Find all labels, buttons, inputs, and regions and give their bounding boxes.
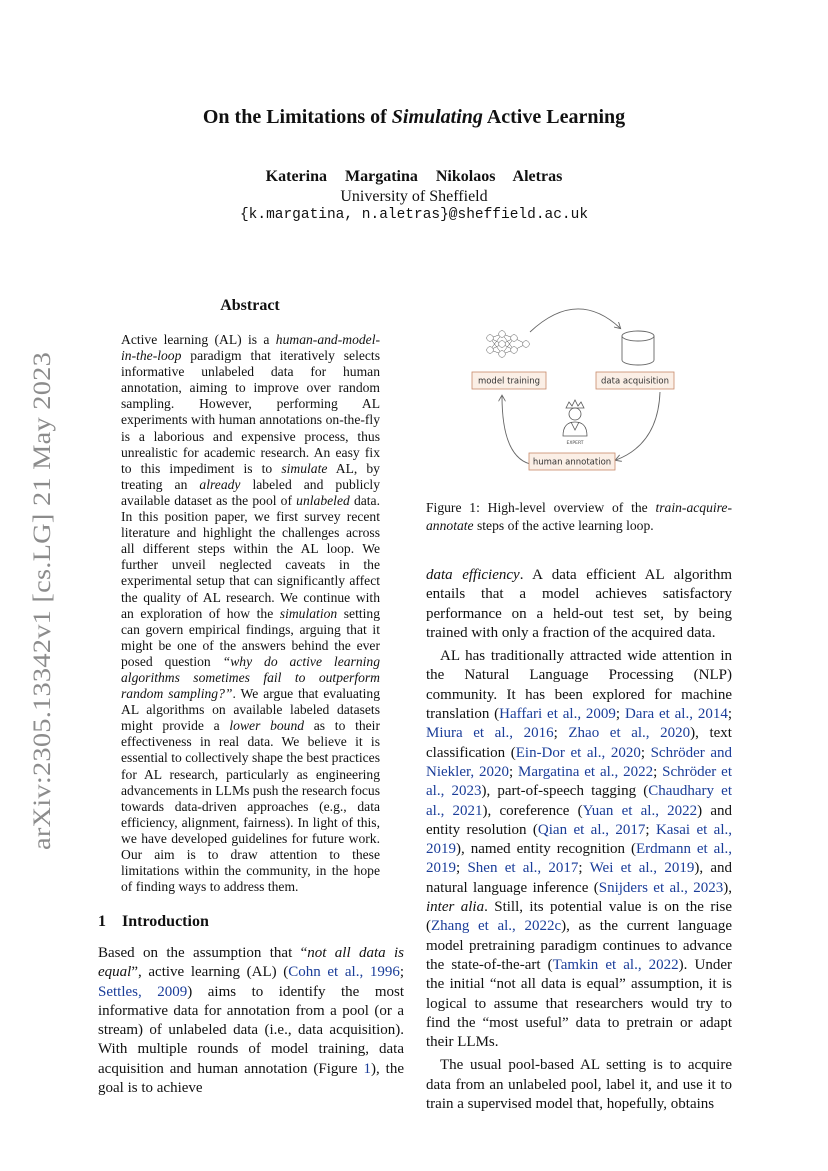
authors: Katerina Margatina Nikolaos Aletras [265,168,563,185]
italic-text: data efficiency [426,567,520,583]
citation-link[interactable]: Yuan et al., 2022 [582,802,698,819]
expert-label: EXPERT [566,441,584,446]
section-title: Introduction [122,913,209,930]
citation-link[interactable]: Ein-Dor et al., 2020 [515,744,641,761]
paper-title [0,106,828,129]
citation-link[interactable]: Schröder and Niekler, 2020 [426,744,732,780]
italic-text: “why do active learning algorithms sometimes fail to outperform random sampling?” [121,653,380,702]
citation-link[interactable]: Settles, 2009 [98,983,188,1000]
italic-text: not all data is equal [98,945,404,981]
citation-link[interactable]: Snijders et al., 2023 [598,879,724,896]
box-model-training-label: model training [477,376,541,387]
arxiv-stamp [18,350,64,850]
author-email: {k.margatina, n.aletras}@sheffield.ac.uk [239,207,589,223]
figure-1 [462,296,692,481]
arxiv-stamp-text: arXiv:2305.13342v1 [cs.LG] 21 May 2023 [29,411,56,850]
citation-link[interactable]: Tamkin et al., 2022 [552,956,679,973]
citation-link[interactable]: Margatina et al., 2022 [518,763,654,780]
caption-italic: train-acquire-annotate [426,500,732,533]
abstract-text: Active learning (AL) is a human-and-model-in-the-loop paradigm that iteratively selects informative unlabeled data for human annotation, aiming to improve over random sampling. However, performing AL experiments with human annotations on-the-fly is a laborious and expensive process, thus unrealistic for academic research. An easy fix to this impediment is to simulate AL, by treating an already labeled and publicly available dataset as the pool of unlabeled data. In this position paper, we first survey recent literature and highlight the challenges across all different steps within the AL loop. We further unveil neglected caveats in the experimental setup that can significantly affect the quality of AL research. We continue with an exploration of how the simulation setting can govern empirical findings, arguing that it might be one of the answers behind the ever posed question “why do active learning algorithms sometimes fail to outperform random sampling?”. We argue that evaluating AL algorithms on available labeled datasets might provide a lower bound as to their effectiveness in real data. We believe it is essential to collectively shape the best practices for AL research, particularly as engineering advancements in LLMs push the research focus towards data-driven approaches (e.g., data efficiency, alignment, fairness). In light of this, we have developed guidelines for future work. Our aim is to draw attention to these limitations within the community, in the hope of finding ways to address them. [121,332,381,895]
arrow-acquire-to-annotate [616,392,660,460]
arrow-annotate-to-train [502,396,530,464]
citation-link[interactable]: Zhang et al., 2022c [431,918,562,935]
citation-link[interactable]: Kasai et al., 2019 [426,821,733,858]
paragraph: data efficiency. A data efficient AL algorithm entails that a model achieves satisfactory performance on a held-out test set, by being trained with only a fraction of the acquired data. [426,567,732,641]
arrow-train-to-acquire [530,309,620,332]
caption-part: Figure 1: High-level overview of the [426,500,656,515]
citation-link[interactable]: Erdmann et al., 2019 [426,841,732,877]
database-icon [622,331,654,365]
italic-text: already [199,476,241,492]
citation-link[interactable]: Miura et al., 2016 [426,725,554,742]
citation-link[interactable]: Schröder et al., 2023 [426,763,732,800]
citation-link[interactable]: Zhao et al., 2020 [568,725,691,742]
citation-link[interactable]: Haffari et al., 2009 [499,706,616,723]
paragraph: Based on the assumption that “not all data is equal”, active learning (AL) (Cohn et al., 1996; Settles, 2009) aims to identify the most informative data for annotation from a pool (or a stream) of unlabeled data (i.e., data acquisition). With multiple rounds of model training, data acquisition and human annotation (Figure 1), the goal is to achieve [98,945,405,1097]
citation-link[interactable]: Chaudhary et al., 2021 [426,783,733,819]
section-heading-introduction [98,913,225,931]
citation-link[interactable]: Shen et al., 2017 [467,860,579,877]
box-human-annotation-label: human annotation [532,457,612,468]
expert-icon [563,400,587,436]
citation-link[interactable]: Qian et al., 2017 [537,821,646,838]
caption-part-end: steps of the active learning loop. [473,518,654,533]
box-data-acquisition-label: data acquisition [601,376,669,387]
italic-text: human-and-model-in-the-loop [121,332,380,364]
title-part: On the Limitations of [202,106,392,128]
title-italic-part: Simulating [391,106,483,128]
intro-left-column [98,944,404,1098]
citation-link[interactable]: Wei et al., 2019 [589,860,695,877]
figure-caption [426,499,732,535]
paragraph: AL has traditionally attracted wide attention in the Natural Language Processing (NLP) community. It has been explored for machine translation (Haffari et al., 2009; Dara et al., 2014; Miura et al., 2016; Zhao et al., 2020), text classification (Ein-Dor et al., 2020; Schröder and Niekler, 2020; Margatina et al., 2022; Schröder et al., 2023), part-of-speech tagging (Chaudhary et al., 2021), coreference (Yuan et al., 2022) and entity resolution (Qian et al., 2017; Kasai et al., 2019), named entity recognition (Erdmann et al., 2019; Shen et al., 2017; Wei et al., 2019), and natural language inference (Snijders et al., 2023), inter alia. Still, its potential value is on the rise (Zhang et al., 2022c), as the current language model pretraining paradigm continues to advance the state-of-the-art (Tamkin et al., 2022). Under the initial “not all data is equal” assumption, it is logical to assume that researchers would try to find the “most useful” data to pretrain or adapt their LLMs. [426,648,733,1051]
abstract-heading: Abstract [220,297,280,314]
intro-right-column [426,566,732,1114]
neural-network-icon [487,331,530,358]
title-part-end: Active Learning [482,106,626,128]
italic-text: lower bound [229,718,305,734]
italic-text: simulation [279,605,338,621]
paragraph: The usual pool-based AL setting is to acquire data from an unlabeled pool, label it, and use it to train a supervised model that, hopefully, obtains [426,1057,732,1113]
citation-link[interactable]: 1 [363,1060,371,1077]
italic-text: inter alia [426,899,485,916]
affiliation: University of Sheffield [340,188,488,205]
section-number: 1 [98,913,106,930]
italic-text: unlabeled [296,492,350,508]
citation-link[interactable]: Dara et al., 2014 [624,706,728,723]
italic-text: simulate [281,460,328,476]
citation-link[interactable]: Cohn et al., 1996 [288,964,400,981]
